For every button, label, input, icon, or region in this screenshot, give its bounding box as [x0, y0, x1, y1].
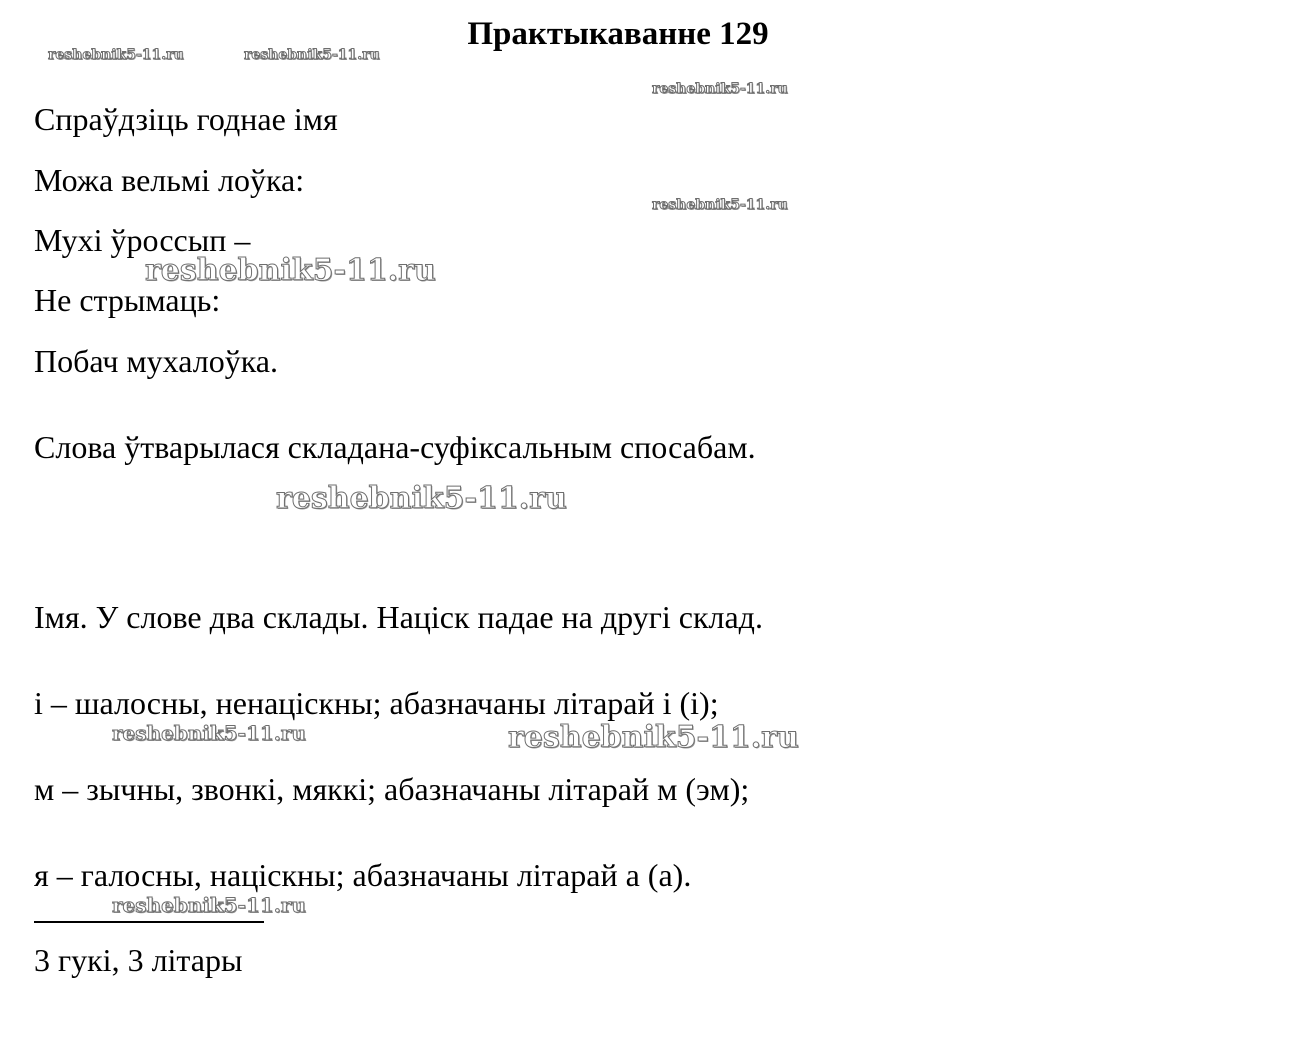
watermark-text: reshebnik5-11.ru	[276, 481, 567, 516]
sound-analysis-i: і – шалосны, ненаціскны; абазначаны літарай і (і);	[34, 685, 719, 721]
watermark-text: reshebnik5-11.ru	[652, 81, 788, 97]
sound-analysis-ya: я – галосны, націскны; абазначаны літарай а (а).	[34, 857, 692, 893]
watermark-text: reshebnik5-11.ru	[112, 721, 306, 745]
watermark-text: reshebnik5-11.ru	[145, 253, 436, 288]
poem-line-5: Побач мухалоўка.	[34, 343, 278, 379]
summary-divider	[34, 921, 264, 923]
poem-line-1: Спраўдзіць годнае імя	[34, 101, 338, 137]
poem-line-2: Можа вельмі лоўка:	[34, 162, 305, 198]
syllable-analysis: Імя. У слове два склады. Націск падае на другі склад.	[34, 599, 763, 635]
word-formation-note: Слова ўтварылася складана-суфіксальным спосабам.	[34, 429, 756, 465]
poem-line-3: Мухі ўроссып –	[34, 222, 251, 258]
watermark-text: reshebnik5-11.ru	[112, 893, 306, 917]
watermark-text: reshebnik5-11.ru	[48, 47, 184, 63]
watermark-text: reshebnik5-11.ru	[508, 720, 799, 755]
watermark-text: reshebnik5-11.ru	[652, 197, 788, 213]
watermark-text: reshebnik5-11.ru	[244, 47, 380, 63]
sound-analysis-m: м – зычны, звонкі, мяккі; абазначаны літарай м (эм);	[34, 771, 750, 807]
poem-line-4: Не стрымаць:	[34, 282, 221, 318]
page-title: Практыкаванне 129	[467, 16, 769, 52]
sound-letter-summary: 3 гукі, 3 літары	[34, 942, 243, 978]
